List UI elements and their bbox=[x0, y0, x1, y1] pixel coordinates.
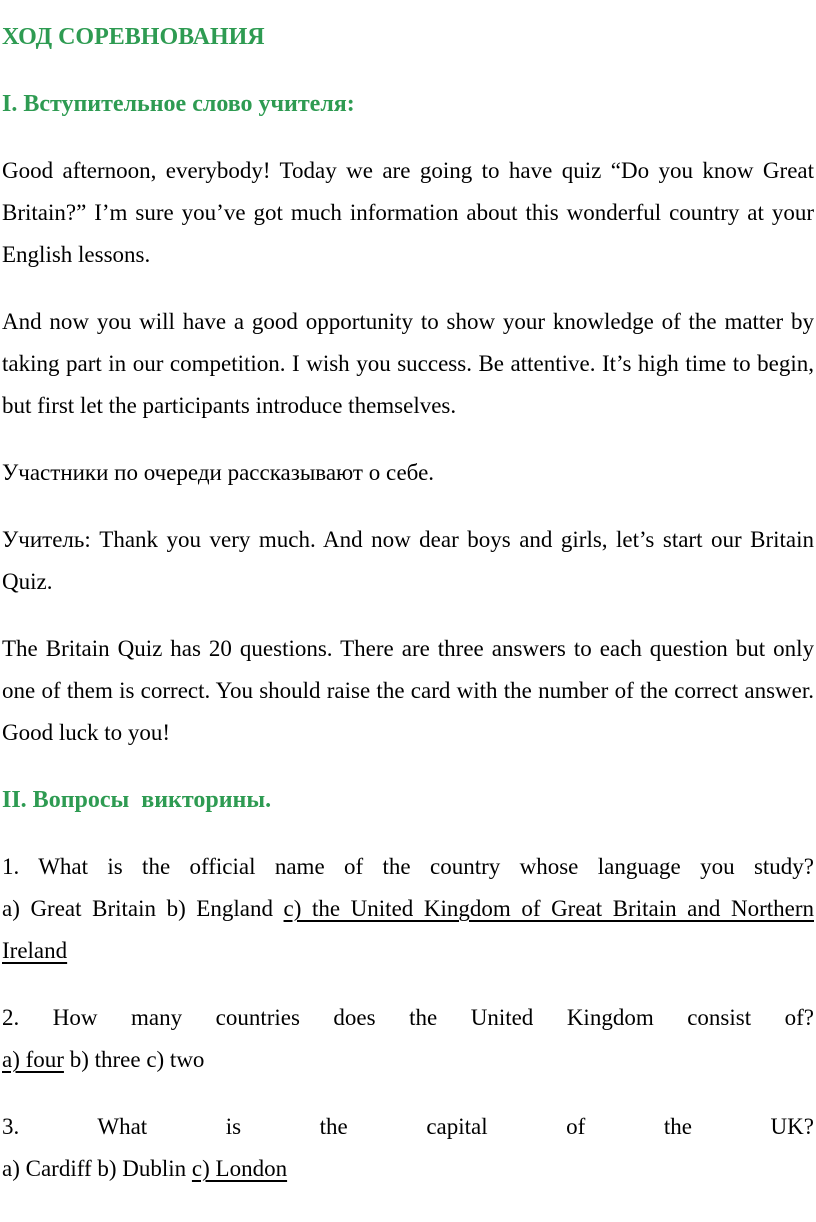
question-3-correct-answer: c) London bbox=[191, 1156, 288, 1181]
question-1 bbox=[2, 846, 814, 972]
question-1-text: 1. What is the official name of the country whose language you study? bbox=[2, 854, 814, 879]
question-3-answers bbox=[2, 1148, 814, 1190]
question-1-answer-options: a) Great Britain b) England bbox=[2, 896, 284, 921]
quiz-rules-paragraph: The Britain Quiz has 20 questions. There are three answers to each question but only one of them is correct. You should raise the card with the number of the correct answer. Good luck to you! bbox=[2, 636, 814, 745]
teacher-line: Учитель: Thank you very much. And now dear boys and girls, let’s start our Britain Quiz. bbox=[2, 527, 814, 594]
section-1-heading: I. Вступительное слово учителя: bbox=[2, 91, 355, 117]
intro-paragraph-opportunity: And now you will have a good opportunity to show your knowledge of the matter by taking part in our competition. I wish you success. Be attentive. It’s high time to begin, but first let the participants introduce themselves. bbox=[2, 309, 814, 418]
question-2-correct-answer: a) four bbox=[2, 1047, 64, 1072]
document-title: ХОД СОРЕВНОВАНИЯ bbox=[2, 24, 265, 50]
stage-direction-participants: Участники по очереди рассказывают о себе. bbox=[2, 460, 435, 485]
question-2-text: 2. How many countries does the United Kingdom consist of? bbox=[2, 1005, 814, 1030]
question-2 bbox=[2, 997, 814, 1081]
intro-paragraph-greeting: Good afternoon, everybody! Today we are going to have quiz “Do you know Great Britain?” I’m sure you’ve got much information about this wonderful country at your English lessons. bbox=[2, 158, 814, 267]
question-3 bbox=[2, 1106, 814, 1190]
question-3-text: 3. What is the capital of the UK? bbox=[2, 1114, 814, 1139]
section-2-heading: II. Вопросы викторины. bbox=[2, 787, 272, 813]
question-1-answers bbox=[2, 888, 814, 972]
question-1-correct-answer: c) the United Kingdom of Great Britain and Northern Ireland bbox=[2, 896, 814, 963]
question-3-answer-options: a) Cardiff b) Dublin bbox=[2, 1156, 192, 1181]
question-2-answer-options: b) three c) two bbox=[63, 1047, 205, 1072]
question-2-answers bbox=[2, 1039, 814, 1081]
